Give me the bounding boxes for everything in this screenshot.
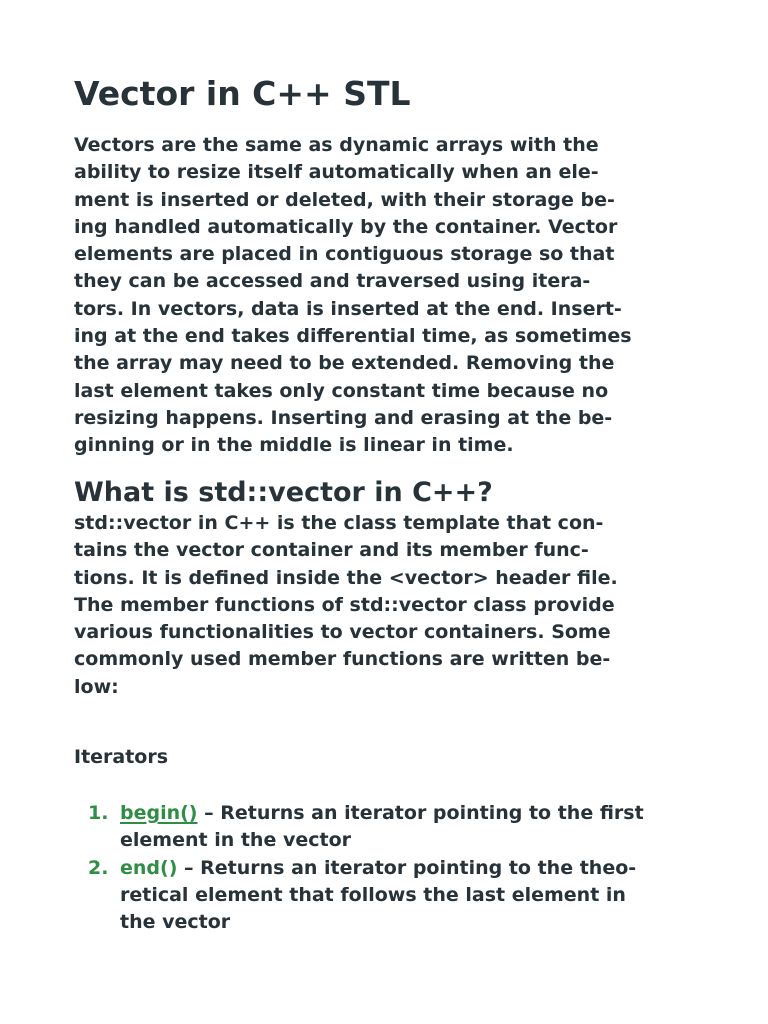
page-title: Vector in C++ STL xyxy=(74,74,411,113)
paragraph-line: ing at the end takes differential time, as sometimes xyxy=(74,325,632,348)
iterators-list xyxy=(74,800,644,936)
paragraph-line: ability to resize itself automatically when an ele- xyxy=(74,161,599,184)
list-item-text: – Returns an iterator pointing to the first xyxy=(197,802,644,824)
paragraph-line: low: xyxy=(74,675,119,698)
paragraph-line: ment is inserted or deleted, with their storage be- xyxy=(74,188,615,211)
begin-link[interactable]: begin() xyxy=(120,802,198,824)
paragraph-line: ing handled automatically by the container. Vector xyxy=(74,215,618,238)
paragraph-line: resizing happens. Inserting and erasing at the be- xyxy=(74,406,613,429)
list-item xyxy=(74,855,644,937)
list-item xyxy=(74,800,644,855)
paragraph-line: elements are placed in contiguous storage so that xyxy=(74,243,615,266)
list-item-continuation: retical element that follows the last element in xyxy=(120,883,626,906)
list-item-continuation: the vector xyxy=(120,911,231,934)
paragraph-line: The member functions of std::vector class provide xyxy=(74,593,615,616)
list-item-first-line xyxy=(120,855,644,882)
paragraph-line: ginning or in the middle is linear in time. xyxy=(74,434,514,457)
paragraph-line: std::vector in C++ is the class template that con- xyxy=(74,512,604,534)
end-function-name: end() xyxy=(120,856,178,879)
paragraph-line: tains the vector container and its member func- xyxy=(74,539,589,562)
intro-paragraph xyxy=(74,132,632,460)
list-item-continuation: element in the vector xyxy=(120,829,351,852)
paragraph-line: Vectors are the same as dynamic arrays with the xyxy=(74,134,599,156)
list-number: 1. xyxy=(88,802,109,824)
paragraph-line: last element takes only constant time because no xyxy=(74,379,609,402)
list-item-first-line xyxy=(120,800,644,827)
paragraph-line: tions. It is defined inside the <vector> header file. xyxy=(74,566,618,589)
list-number: 2. xyxy=(88,856,109,879)
paragraph-line: various functionalities to vector containers. Some xyxy=(74,621,611,644)
paragraph-line: commonly used member functions are written be- xyxy=(74,648,611,671)
paragraph-line: the array may need to be extended. Removing the xyxy=(74,352,615,375)
list-item-text: – Returns an iterator pointing to the theo- xyxy=(177,856,637,879)
section-paragraph xyxy=(74,510,618,701)
paragraph-line: they can be accessed and traversed using itera- xyxy=(74,270,591,293)
section-heading: What is std::vector in C++? xyxy=(74,477,493,508)
iterators-heading: Iterators xyxy=(74,746,169,768)
paragraph-line: tors. In vectors, data is inserted at the end. Insert- xyxy=(74,297,622,320)
